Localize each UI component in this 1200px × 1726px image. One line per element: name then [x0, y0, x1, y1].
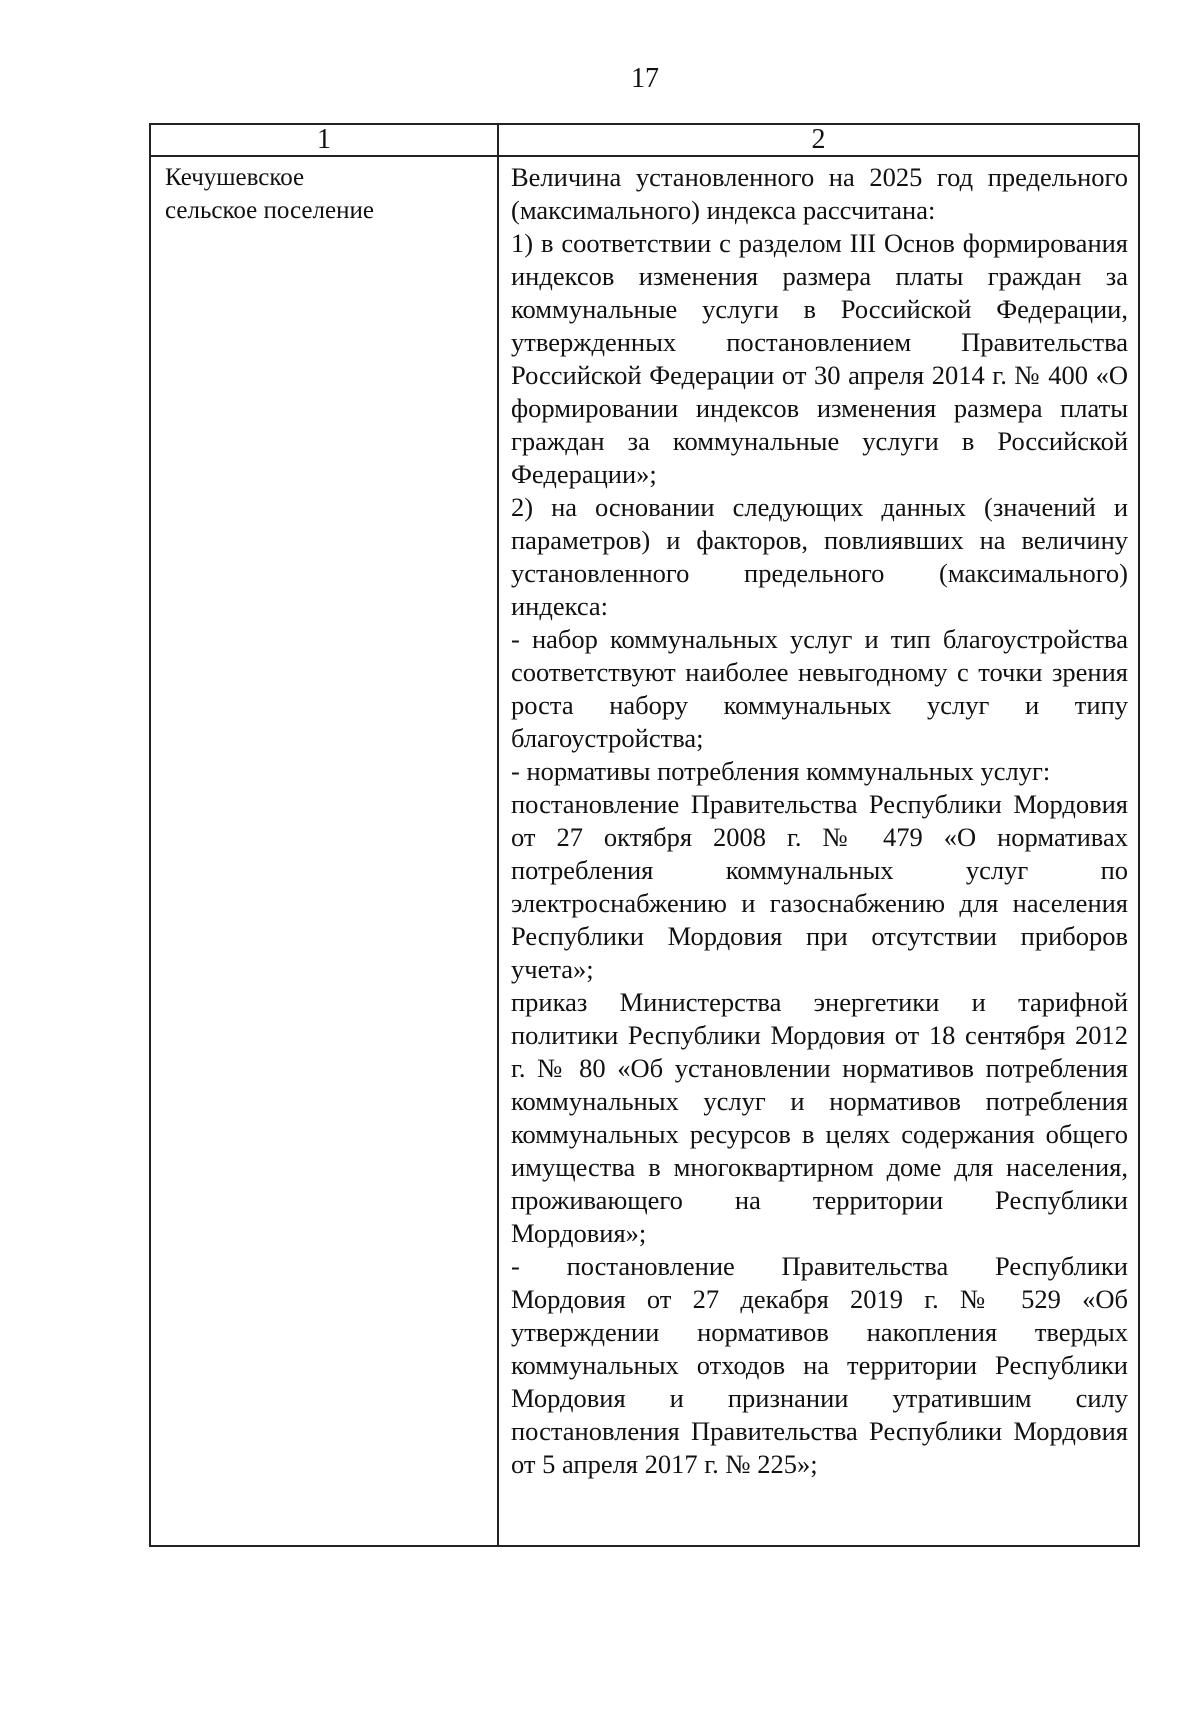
paragraph-basis-2: 2) на основании следующих данных (значений и параметров) и факторов, повлиявших на величину установленного предельного (максимального) индекса: [511, 492, 1128, 621]
paragraph-resolution-529: - постановление Правительства Республики Мордовия от 27 декабря 2019 г. № 529 «Об утверждении нормативов накопления твердых коммунальных отходов на территории Республики Мордовия и признании утратившим силу постановления Правительства Республики Мордовия от 5 апреля 2017 г. № 225»; [511, 1251, 1128, 1479]
paragraph-norms-heading: - нормативы потребления коммунальных услуг: [511, 756, 1051, 786]
table-header-row [150, 124, 1139, 156]
page-number: 17 [631, 63, 659, 94]
paragraph-services-set: - набор коммунальных услуг и тип благоустройства соответствуют наиболее невыгодному с точки зрения роста набору коммунальных услуг и типу благоустройства; [511, 624, 1128, 753]
settlement-name-cell [150, 156, 498, 1546]
municipal-index-table [149, 123, 1140, 1547]
paragraph-basis-1: 1) в соответствии с разделом III Основ формирования индексов изменения размера платы граждан за коммунальные услуги в Российской Федерации, утвержденных постановлением Правительства Российской Федерации от 30 апреля 2014 г. № 400 «О формировании индексов изменения размера платы граждан за коммунальные услуги в Российской Федерации»; [511, 228, 1128, 489]
paragraph-resolution-479: постановление Правительства Республики Мордовия от 27 октября 2008 г. № 479 «О нормативах потребления коммунальных услуг по электроснабжению и газоснабжению для населения Республики Мордовия при отсутствии приборов учета»; [511, 789, 1128, 984]
settlement-name-line-2: сельское поселение [165, 197, 374, 224]
table-row [150, 156, 1139, 1546]
paragraph-order-80: приказ Министерства энергетики и тарифной политики Республики Мордовия от 18 сентября 2012 г. № 80 «Об установлении нормативов потребления коммунальных услуг и нормативов потребления коммунальных ресурсов в целях содержания общего имущества в многоквартирном доме для населения, проживающего на территории Республики Мордовия»; [511, 987, 1128, 1248]
paragraph-intro: Величина установленного на 2025 год предельного (максимального) индекса рассчитана: [511, 162, 1128, 225]
column-header-1: 1 [150, 124, 498, 156]
settlement-name-line-1: Кечушевское [165, 164, 305, 191]
column-header-2: 2 [498, 124, 1139, 156]
index-description-cell [498, 156, 1139, 1546]
